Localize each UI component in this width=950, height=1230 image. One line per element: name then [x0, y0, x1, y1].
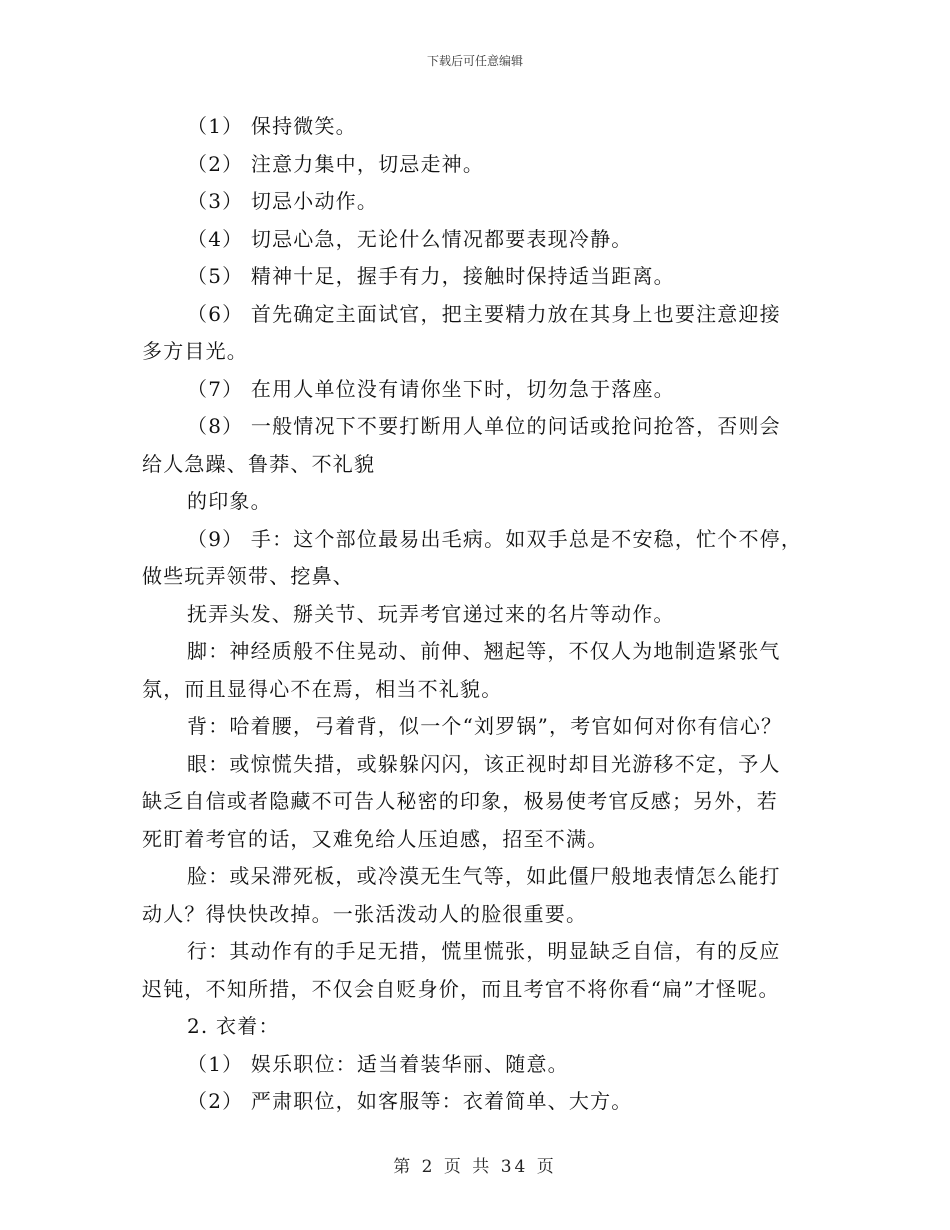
text-line: 多方目光。 [142, 339, 248, 363]
text-line: （1） 娱乐职位：适当着装华丽、随意。 [187, 1051, 569, 1076]
page-header: 下载后可任意编辑 [426, 54, 523, 68]
text-line: （7） 在用人单位没有请你坐下时，切勿急于落座。 [187, 376, 675, 401]
text-line: 2. 衣着： [187, 1014, 280, 1038]
text-line: 脚：神经质般不住晃动、前伸、翘起等，不仅人为地制造紧张气 [187, 639, 781, 663]
text-line: 氛，而且显得心不在焉，相当不礼貌。 [142, 676, 503, 701]
text-line: （2） 注意力集中，切忌走神。 [187, 151, 485, 176]
text-line: 眼：或惊慌失措，或躲躲闪闪，该正视时却目光游移不定，予人 [187, 751, 781, 776]
text-line: 抚弄头发、掰关节、玩弄考官递过来的名片等动作。 [187, 601, 675, 626]
text-line: 做些玩弄领带、挖鼻、 [142, 564, 354, 588]
text-line: 给人急躁、鲁莽、不礼貌 [142, 451, 376, 476]
page-number-footer: 第 2 页 共 34 页 [393, 1157, 557, 1177]
text-line: （8） 一般情况下不要打断用人单位的问话或抢问抢答，否则会 [187, 414, 781, 438]
text-line: （3） 切忌小动作。 [187, 189, 379, 213]
text-line: （9） 手：这个部位最易出毛病。如双手总是不安稳，忙个不停， [187, 526, 803, 551]
text-line: 迟钝，不知所措，不仅会自贬身价，而且考官不将你看“扁”才怪呢。 [142, 976, 780, 1001]
text-line: 动人？得快快改掉。一张活泼动人的脸很重要。 [142, 901, 588, 926]
text-line: （5） 精神十足，握手有力，接触时保持适当距离。 [187, 264, 675, 288]
text-line: （2） 严肃职位，如客服等：衣着简单、大方。 [187, 1089, 633, 1113]
text-line: （1） 保持微笑。 [187, 114, 357, 138]
text-line: 脸：或呆滞死板，或冷漠无生气等，如此僵尸般地表情怎么能打 [187, 864, 781, 888]
text-line: （4） 切忌心急，无论什么情况都要表现冷静。 [187, 226, 633, 251]
document-body [142, 108, 812, 1121]
text-line: 行：其动作有的手足无措，慌里慌张，明显缺乏自信，有的反应 [187, 939, 781, 963]
text-line: 的印象。 [187, 489, 272, 513]
text-line: （6） 首先确定主面试官，把主要精力放在其身上也要注意迎接 [187, 301, 781, 326]
text-line: 死盯着考官的话，又难免给人压迫感，招至不满。 [142, 826, 609, 851]
text-line: 缺乏自信或者隐藏不可告人秘密的印象，极易使考官反感；另外，若 [142, 789, 778, 813]
text-line: 背：哈着腰，弓着背，似一个“刘罗锅”，考官如何对你有信心？ [187, 714, 783, 738]
